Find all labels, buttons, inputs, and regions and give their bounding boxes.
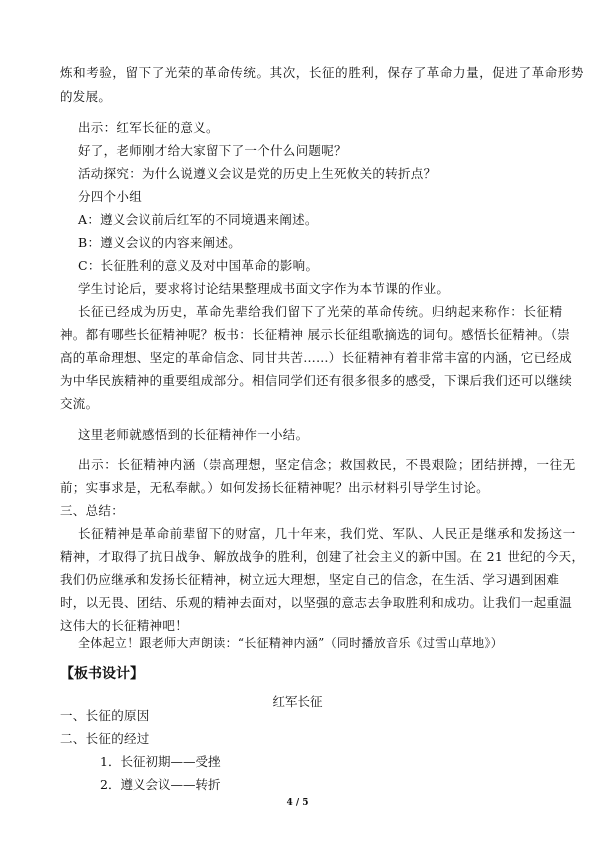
activity-question: 活动探究：为什么说遵义会议是党的历史上生死攸关的转折点？ (78, 166, 437, 181)
show-significance: 出示：红军长征的意义。 (78, 120, 219, 135)
summary-intro: 这里老师就感悟到的长征精神作一小结。 (78, 427, 309, 442)
show-spirit-line1: 出示：长征精神内涵（崇高理想，坚定信念；救国救民，不畏艰险；团结拼搏，一往无 (78, 457, 576, 472)
closing-line: 全体起立！跟老师大声朗读：“长征精神内涵”（同时播放音乐《过雪山草地》） (78, 636, 504, 650)
paragraph2-line1: 长征已经成为历史，革命先辈给我们留下了光荣的革命传统。归纳起来称作：长征精 (78, 304, 563, 319)
show-spirit-line2: 前；实事求是，无私奉献。）如何发扬长征精神呢？出示材料引导学生讨论。 (60, 480, 489, 495)
paragraph2-line3: 高的革命理想、坚定的革命信念、同甘共苦……）长征精神有着非常丰富的内涵，它已经成 (60, 350, 573, 365)
board-item-zunyi: 2．遵义会议——转折 (100, 777, 221, 792)
board-line-process: 二、长征的经过 (60, 731, 150, 746)
page-number: 4 / 5 (286, 798, 309, 808)
paragraph2-line4: 为中华民族精神的重要组成部分。相信同学们还有很多很多的感受，下课后我们还可以继续 (60, 373, 573, 388)
paragraph3-line5: 这伟大的长征精神吧！ (60, 618, 189, 633)
board-design-heading: 【板书设计】 (60, 666, 144, 682)
paragraph3-line1: 长征精神是革命前辈留下的财富，几十年来，我们党、军队、人民正是继承和发扬这一 (78, 526, 576, 541)
paragraph1-line1: 炼和考验，留下了光荣的革命传统。其次，长征的胜利，保存了革命力量，促进了革命形势 (60, 65, 585, 80)
board-line-causes: 一、长征的原因 (60, 708, 150, 723)
board-title: 红军长征 (272, 694, 323, 709)
homework-line: 学生讨论后，要求将讨论结果整理成书面文字作为本节课的作业。 (78, 281, 450, 296)
groups-line: 分四个小组 (78, 189, 143, 204)
paragraph2-line5: 交流。 (60, 396, 99, 411)
paragraph3-line3: 我们仍应继承和发扬长征精神，树立远大理想，坚定自己的信念，在生活、学习遇到困难 (60, 572, 560, 587)
group-a: A：遵义会议前后红军的不同境遇来阐述。 (78, 212, 318, 227)
paragraph3-line2: 精神，才取得了抗日战争、解放战争的胜利，创建了社会主义的新中国。在 21 世纪的今天， (60, 549, 585, 564)
group-c: C：长征胜利的意义及对中国革命的影响。 (78, 258, 319, 273)
teacher-question: 好了，老师刚才给大家留下了一个什么问题呢？ (78, 143, 347, 158)
paragraph1-line2: 的发展。 (60, 89, 112, 104)
group-b: B：遵义会议的内容来阐述。 (78, 235, 242, 250)
board-item-early: 1．长征初期——受挫 (100, 754, 221, 769)
paragraph2-line2: 神。都有哪些长征精神呢？板书：长征精神 展示长征组歌摘选的词句。感悟长征精神。（崇 (60, 327, 571, 342)
paragraph3-line4: 时，以无畏、团结、乐观的精神去面对，以坚强的意志去争取胜利和成功。让我们一起重温 (60, 595, 573, 610)
section-summary: 三、总结： (60, 503, 125, 518)
